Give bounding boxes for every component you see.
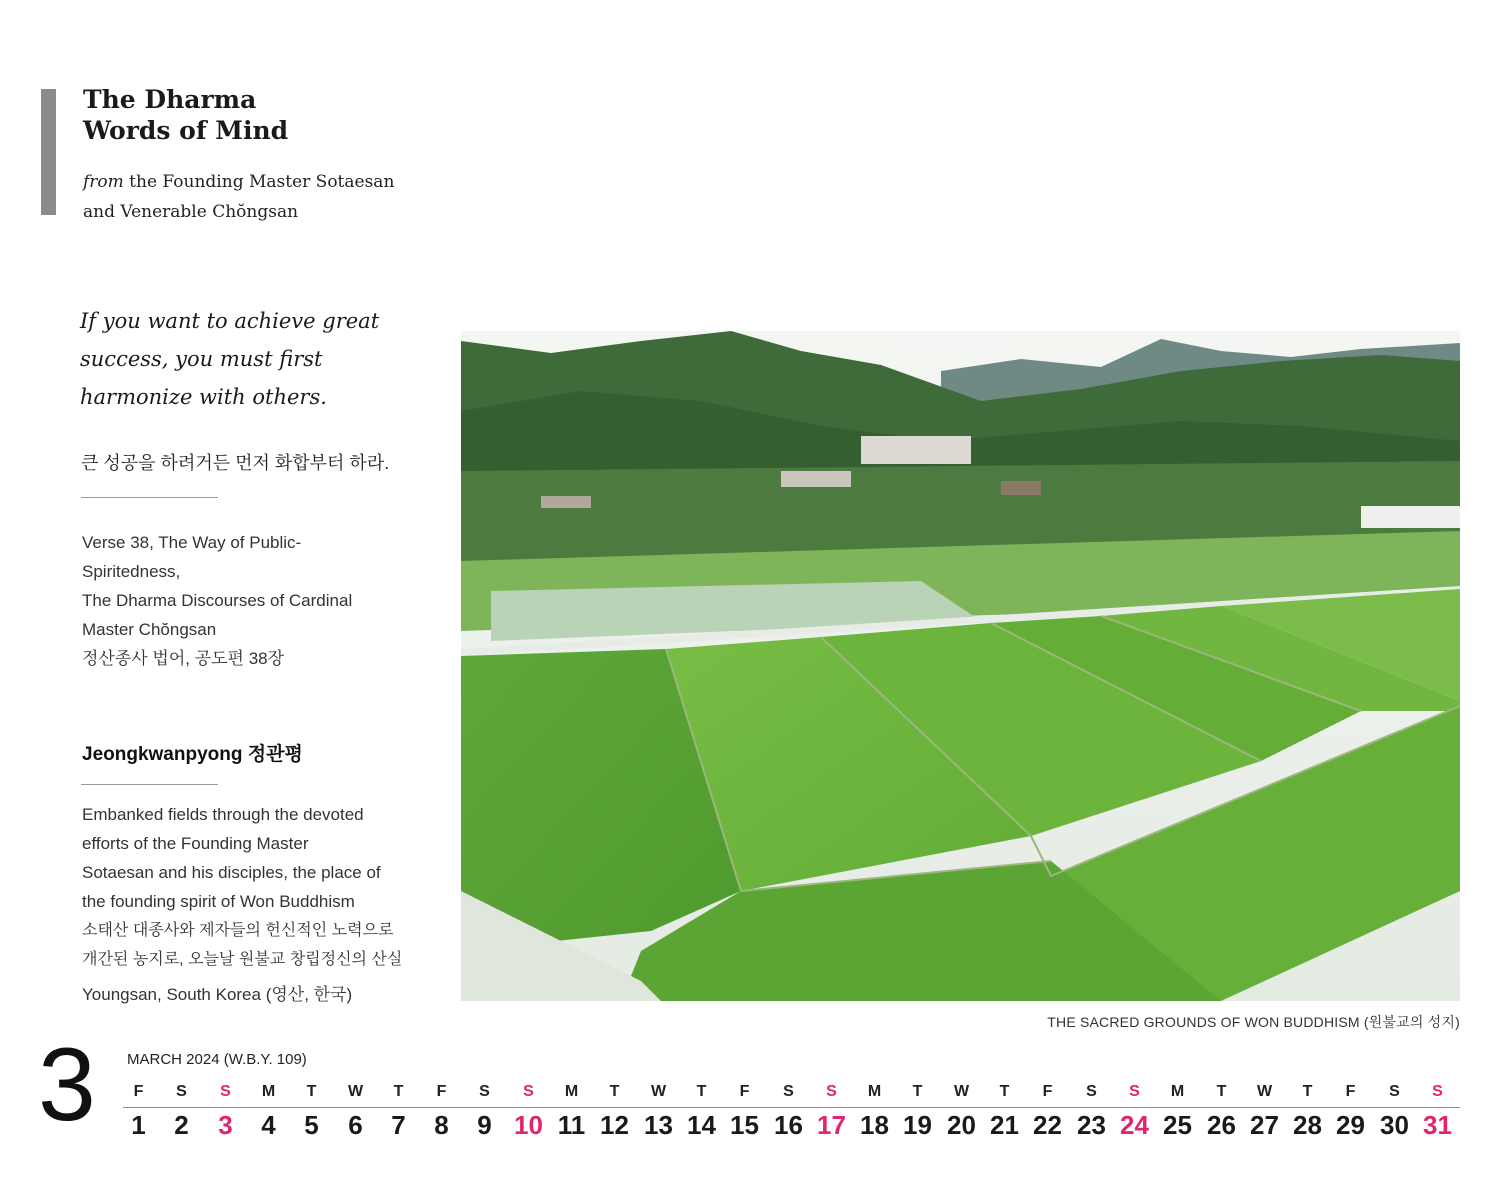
calendar-date: 30 [1380, 1110, 1409, 1140]
calendar-date: 23 [1077, 1110, 1106, 1140]
quote-english: If you want to achieve great success, you must first harmonize with others. [80, 309, 380, 409]
calendar-date: 4 [261, 1110, 276, 1140]
calendar-date: 9 [477, 1110, 492, 1140]
page-title [83, 84, 288, 146]
calendar-weekday: F [436, 1083, 447, 1100]
calendar-date: 17 [817, 1110, 846, 1140]
calendar-weekday: S [1389, 1083, 1400, 1100]
calendar-weekday: T [912, 1083, 923, 1100]
desc-line-4: the founding spirit of Won Buddhism [82, 892, 355, 911]
calendar-weekday: T [306, 1083, 317, 1100]
source-line-2: Spiritedness, [82, 562, 181, 581]
calendar-weekday: T [1216, 1083, 1227, 1100]
calendar-weekday: M [564, 1083, 579, 1100]
calendar-weekday: W [953, 1083, 970, 1100]
calendar-date: 10 [514, 1110, 543, 1140]
calendar-date: 1 [131, 1110, 146, 1140]
calendar-date: 2 [174, 1110, 189, 1140]
calendar-date: 12 [600, 1110, 629, 1140]
subtitle-rest: the Founding Master Sotaesan [123, 172, 395, 192]
calendar-weekday: F [133, 1083, 144, 1100]
source-line-4: Master Chŏngsan [82, 620, 217, 639]
calendar-weekday: S [479, 1083, 490, 1100]
landscape-photo [461, 331, 1460, 1001]
calendar-date: 19 [903, 1110, 932, 1140]
photo-caption: THE SACRED GROUNDS OF WON BUDDHISM (원불교의 성지) [1047, 1014, 1460, 1030]
calendar-date: 25 [1163, 1110, 1192, 1140]
calendar-date: 3 [218, 1110, 233, 1140]
calendar-date: 24 [1120, 1110, 1149, 1140]
calendar-date: 22 [1033, 1110, 1062, 1140]
calendar-divider [123, 1107, 1460, 1108]
calendar-date: 5 [304, 1110, 319, 1140]
desc-line-1: Embanked fields through the devoted [82, 805, 364, 824]
calendar-weekday: T [609, 1083, 620, 1100]
source-line-1: Verse 38, The Way of Public- [82, 533, 302, 552]
calendar-weekday: S [176, 1083, 187, 1100]
month-number: 3 [38, 1027, 96, 1143]
calendar-date: 26 [1207, 1110, 1236, 1140]
place-title: Jeongkwanpyong 정관평 [82, 744, 303, 765]
month-label: MARCH 2024 (W.B.Y. 109) [127, 1051, 307, 1068]
page-subtitle [83, 167, 394, 227]
calendar-date: 13 [644, 1110, 673, 1140]
calendar-weekday: W [1256, 1083, 1273, 1100]
calendar-weekday: M [1170, 1083, 1185, 1100]
calendar-weekday: S [1432, 1083, 1443, 1100]
calendar-weekday: S [826, 1083, 837, 1100]
calendar-date: 20 [947, 1110, 976, 1140]
calendar-date: 27 [1250, 1110, 1279, 1140]
calendar-weekday: T [999, 1083, 1010, 1100]
place-location: Youngsan, South Korea (영산, 한국) [82, 985, 353, 1004]
calendar-date: 15 [730, 1110, 759, 1140]
verse-source [82, 528, 422, 673]
calendar-weekday: T [696, 1083, 707, 1100]
source-line-5: 정산종사 법어, 공도편 38장 [82, 649, 285, 668]
desc-korean-1: 소태산 대종사와 제자들의 헌신적인 노력으로 [82, 922, 394, 939]
divider [81, 497, 218, 498]
calendar-weekday: M [261, 1083, 276, 1100]
calendar-weekday: S [1086, 1083, 1097, 1100]
calendar-weekday: W [650, 1083, 667, 1100]
calendar-date: 14 [687, 1110, 716, 1140]
title-line-2: Words of Mind [83, 116, 289, 145]
subtitle-from: from [83, 172, 124, 192]
calendar-weekday: F [1042, 1083, 1053, 1100]
calendar-weekday: S [220, 1083, 231, 1100]
desc-line-3: Sotaesan and his disciples, the place of [82, 863, 381, 882]
title-line-1: The Dharma [83, 85, 257, 114]
calendar-date: 11 [557, 1110, 586, 1140]
calendar-date: 18 [860, 1110, 889, 1140]
calendar-weekday: S [783, 1083, 794, 1100]
rice-fields-illustration [461, 331, 1460, 1001]
calendar-date: 7 [391, 1110, 406, 1140]
calendar-date: 31 [1423, 1110, 1452, 1140]
calendar-date: 29 [1336, 1110, 1365, 1140]
calendar-weekday: T [1302, 1083, 1313, 1100]
desc-korean-2: 개간된 농지로, 오늘날 원불교 창립정신의 산실 [82, 951, 403, 968]
calendar-weekday: T [393, 1083, 404, 1100]
place-description [82, 800, 447, 974]
quote-korean: 큰 성공을 하려거든 먼저 화합부터 하라. [81, 453, 390, 473]
calendar-date: 21 [990, 1110, 1019, 1140]
accent-bar [41, 89, 56, 215]
calendar-date: 8 [434, 1110, 449, 1140]
calendar-weekday: W [347, 1083, 364, 1100]
source-line-3: The Dharma Discourses of Cardinal [82, 591, 353, 610]
calendar-weekday: M [867, 1083, 882, 1100]
calendar-date: 16 [774, 1110, 803, 1140]
divider [81, 784, 218, 785]
calendar-date: 6 [348, 1110, 363, 1140]
calendar-weekday: S [1129, 1083, 1140, 1100]
calendar-weekday: S [523, 1083, 534, 1100]
subtitle-line-2: and Venerable Chŏngsan [83, 202, 299, 222]
calendar-weekday: F [739, 1083, 750, 1100]
calendar-date: 28 [1293, 1110, 1322, 1140]
calendar-weekday: F [1345, 1083, 1356, 1100]
desc-line-2: efforts of the Founding Master [82, 834, 309, 853]
